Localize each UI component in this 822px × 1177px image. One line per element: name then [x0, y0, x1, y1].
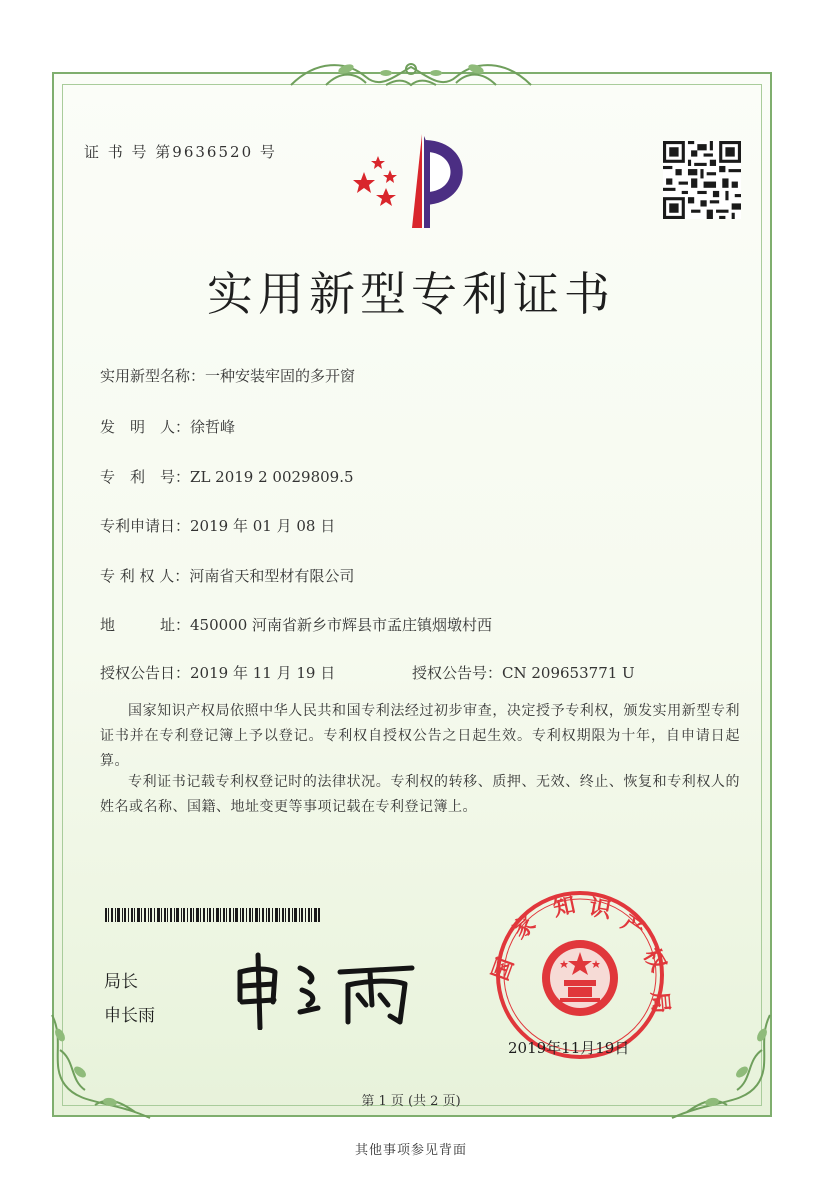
director-title: 局长 — [104, 972, 138, 992]
field-label: 发 明 人： — [100, 418, 191, 436]
field-address — [100, 614, 492, 635]
barcode — [105, 908, 320, 922]
field-value: 2019 年 11 月 19 日 — [190, 664, 336, 682]
field-patent-number — [100, 466, 354, 487]
field-label: 专 利 权 人： — [100, 567, 190, 585]
statement-paragraph-1: 国家知识产权局依照中华人民共和国专利法经过初步审查，决定授予专利权，颁发实用新型专利证书并在专利登记簿上予以登记。专利权自授权公告之日起生效。专利权期限为十年，自申请日起算。 — [100, 703, 740, 769]
certificate-title: 实用新型专利证书 — [207, 267, 615, 321]
field-value: 450000 河南省新乡市辉县市孟庄镇烟墩村西 — [190, 616, 493, 634]
field-value: CN 209653771 U — [502, 664, 635, 682]
svg-text:局: 局 — [646, 990, 673, 1015]
seal-date: 2019年11月19日 — [508, 1039, 630, 1057]
field-inventor — [100, 416, 235, 437]
qr-code — [663, 141, 741, 219]
director-name: 申长雨 — [104, 1006, 155, 1026]
bottom-left-ornament — [40, 1010, 160, 1130]
field-utility-model-name — [100, 365, 355, 386]
field-label: 地 址： — [100, 616, 191, 634]
field-label: 专 利 号： — [100, 468, 191, 486]
page-number: 第 1 页 (共 2 页) — [361, 1094, 461, 1109]
field-value: 河南省天和型材有限公司 — [189, 567, 355, 585]
footer-note: 其他事项参见背面 — [354, 1143, 467, 1158]
svg-text:国: 国 — [488, 954, 520, 985]
field-label: 专利申请日： — [100, 517, 191, 535]
field-label: 授权公告日： — [100, 664, 191, 682]
field-label: 实用新型名称： — [100, 367, 206, 385]
statement-paragraph-2: 专利证书记载专利权登记时的法律状况。专利权的转移、质押、无效、终止、恢复和专利权人的姓名或名称、国籍、地址变更等事项记载在专利登记簿上。 — [100, 774, 740, 815]
field-label: 授权公告号： — [412, 664, 503, 682]
field-value: 2019 年 01 月 08 日 — [190, 517, 336, 535]
field-grant-date — [100, 662, 335, 683]
field-patentee — [100, 565, 354, 586]
certificate-number: 证 书 号 第9636520 号 — [84, 143, 277, 161]
field-grant-number — [412, 662, 635, 683]
patent-office-emblem-icon — [350, 130, 480, 230]
field-value: 一种安装牢固的多开窗 — [205, 367, 356, 385]
field-value: 徐哲峰 — [190, 418, 236, 436]
field-filing-date — [100, 515, 335, 536]
director-signature — [230, 950, 420, 1030]
field-value: ZL 2019 2 0029809.5 — [190, 468, 354, 486]
svg-text:权: 权 — [637, 944, 671, 977]
svg-text:家: 家 — [507, 911, 541, 945]
top-ornament — [286, 55, 536, 97]
svg-text:知: 知 — [551, 892, 578, 922]
official-seal-icon — [480, 890, 680, 1060]
svg-text:产: 产 — [616, 910, 649, 944]
svg-text:识: 识 — [586, 895, 613, 924]
bottom-right-ornament — [662, 1010, 782, 1130]
